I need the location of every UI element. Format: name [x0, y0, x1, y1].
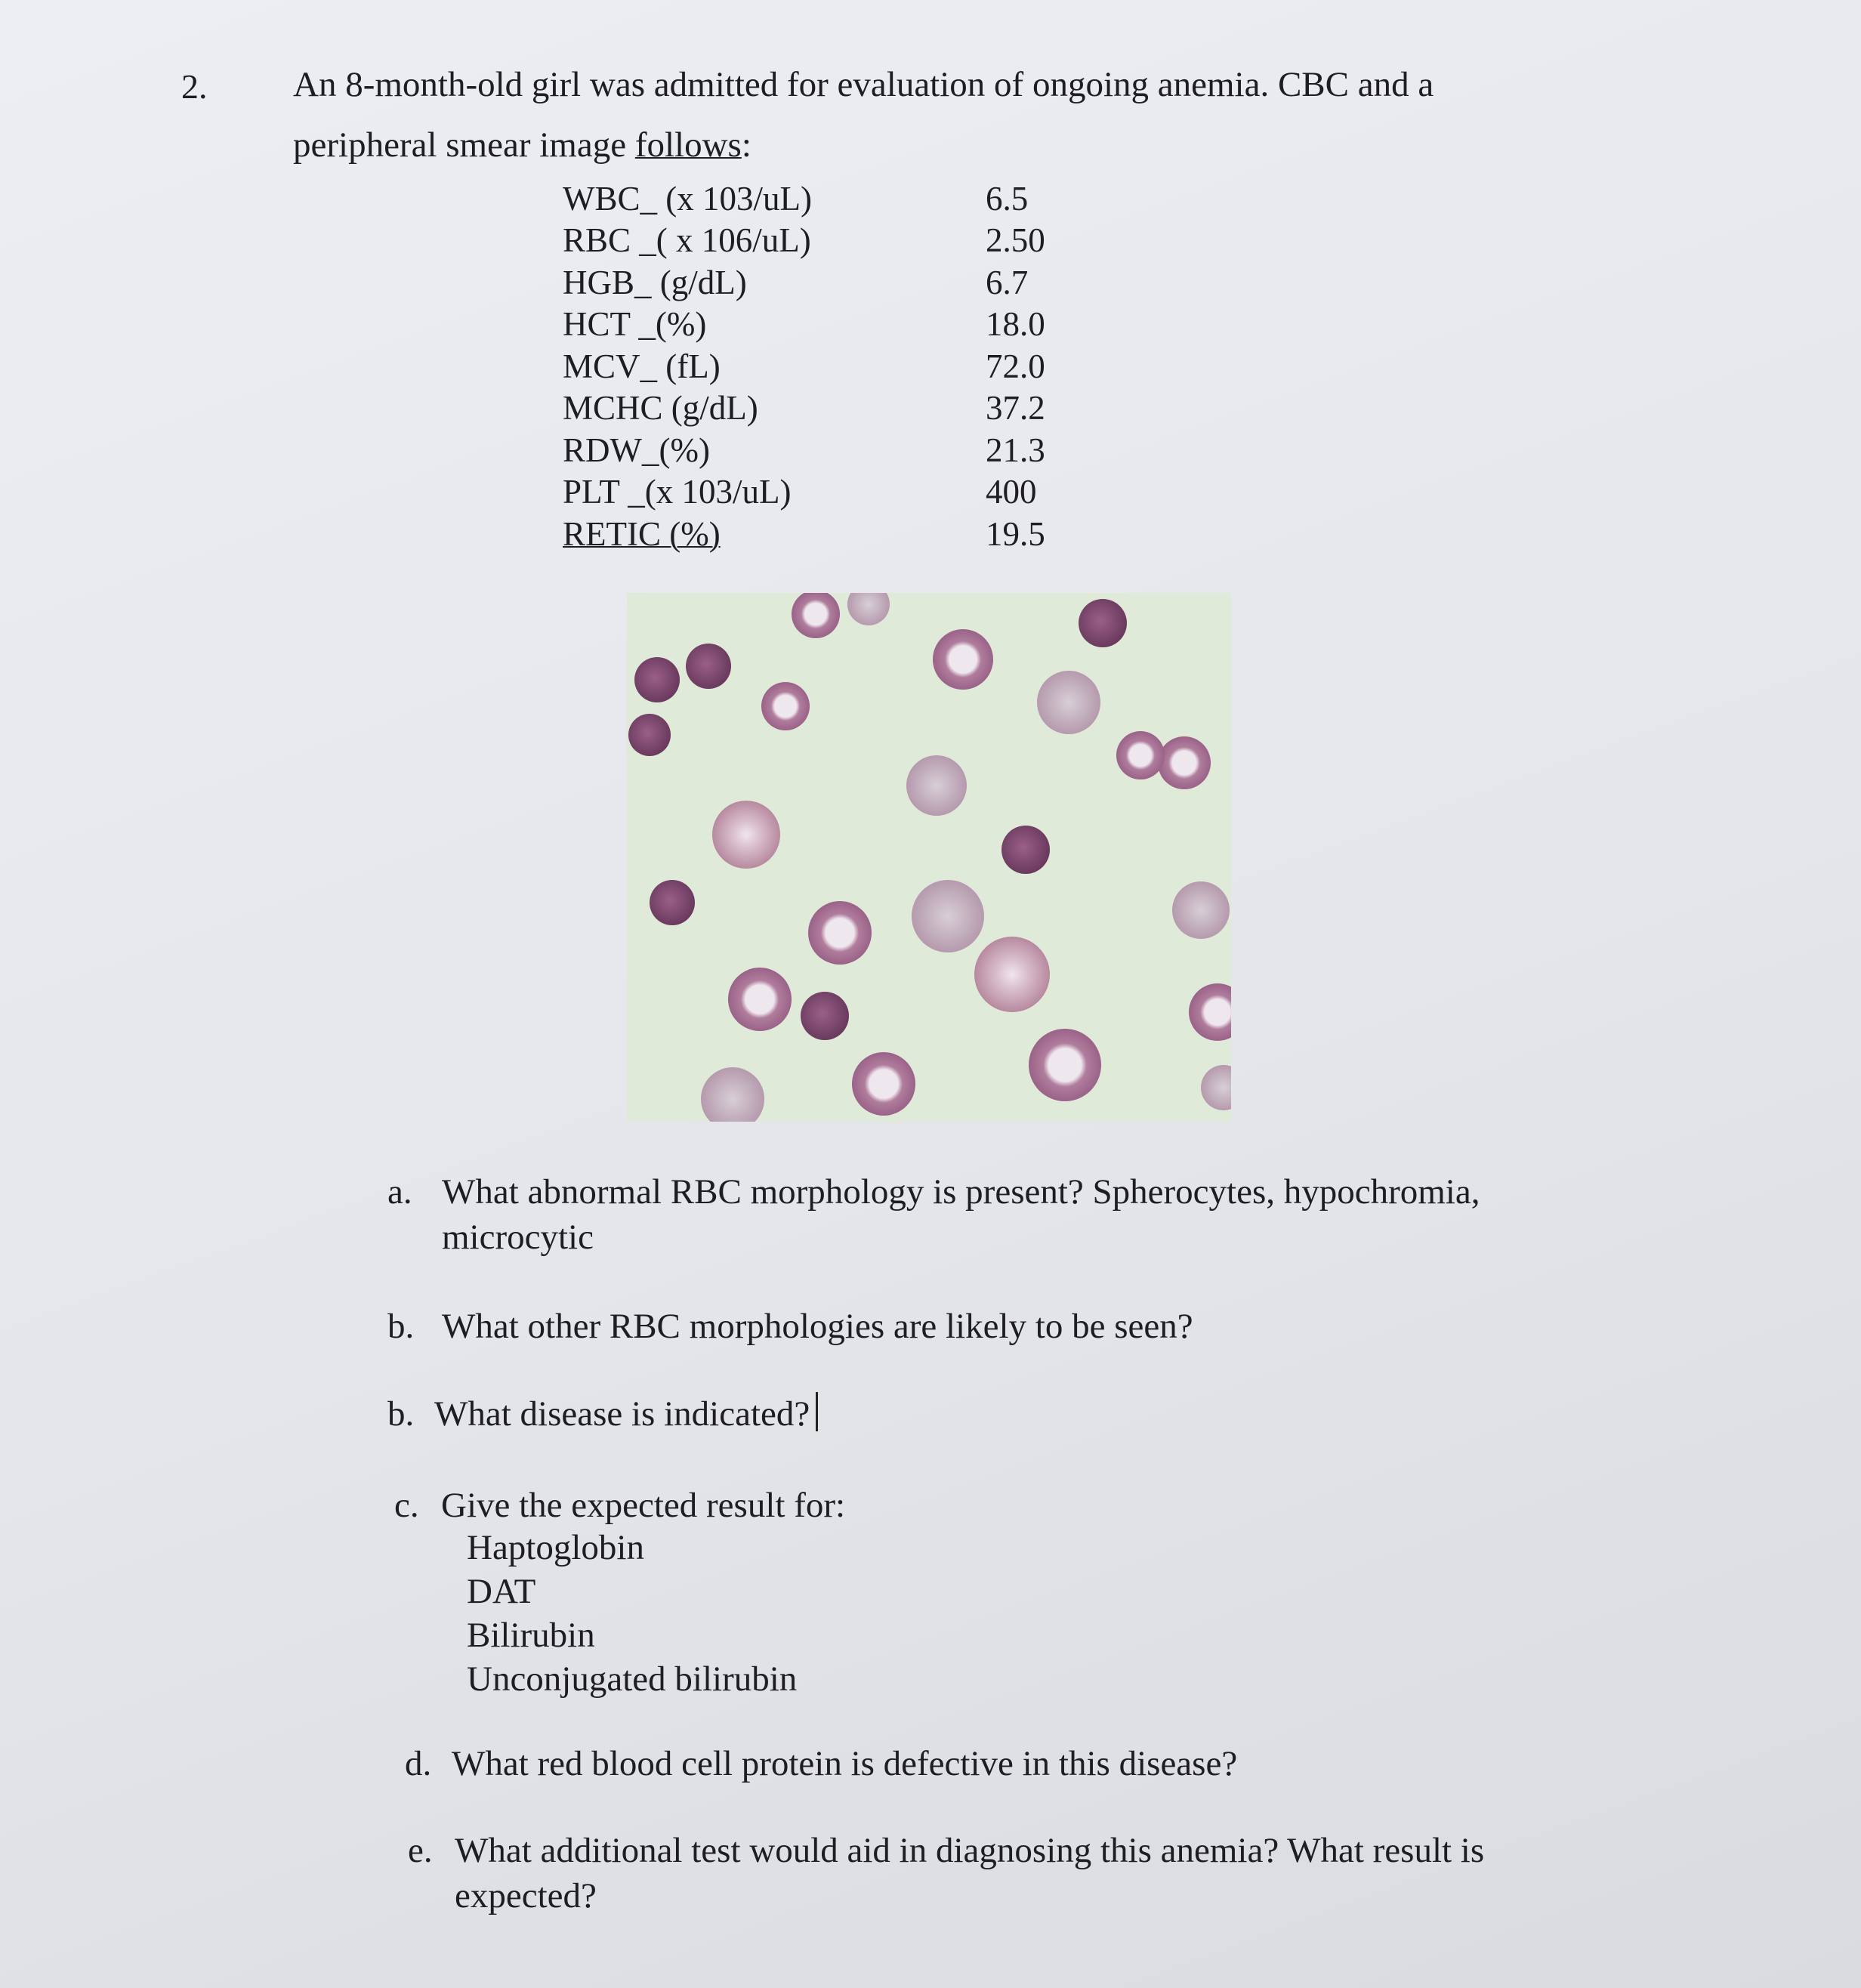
cbc-table — [563, 178, 1076, 555]
part-b1-text: What other RBC morphologies are likely to be seen? — [442, 1307, 1193, 1346]
cbc-value: 72.0 — [986, 347, 1045, 385]
part-e-letter: e. — [408, 1831, 433, 1870]
red-blood-cell — [1029, 1029, 1101, 1101]
cbc-row-wbc — [563, 178, 1076, 220]
red-blood-cell — [712, 801, 780, 869]
part-e — [408, 1828, 1484, 1919]
red-blood-cell — [1116, 731, 1165, 779]
red-blood-cell — [912, 880, 984, 952]
red-blood-cell — [852, 1052, 915, 1116]
part-a-text: What abnormal RBC morphology is present? Spherocytes, hypochromia, — [442, 1172, 1480, 1212]
part-a — [387, 1169, 1480, 1260]
cbc-row-mcv — [563, 345, 1076, 387]
cbc-label: RBC _( x 106/uL) — [563, 221, 811, 260]
cbc-row-hgb — [563, 261, 1076, 304]
part-d-text: What red blood cell protein is defective in this disease? — [452, 1744, 1238, 1783]
part-e-text-line-2: expected? — [455, 1876, 597, 1915]
intro-line-1: An 8-month-old girl was admitted for evaluation of ongoing anemia. CBC and a — [293, 65, 1434, 104]
cbc-row-plt — [563, 471, 1076, 514]
spherocyte-cell — [1001, 826, 1050, 874]
spherocyte-cell — [650, 880, 695, 925]
part-b2-text: What disease is indicated? — [434, 1394, 810, 1434]
red-blood-cell — [906, 755, 967, 816]
cbc-value: 6.5 — [986, 179, 1029, 218]
cbc-value: 37.2 — [986, 389, 1045, 428]
red-blood-cell — [808, 901, 872, 965]
part-b2-letter: b. — [387, 1394, 415, 1434]
cbc-row-rbc — [563, 220, 1076, 262]
cbc-label: MCV_ (fL) — [563, 347, 721, 385]
text-cursor[interactable] — [816, 1392, 818, 1431]
red-blood-cell — [1172, 881, 1230, 939]
cbc-label: WBC_ (x 103/uL) — [563, 179, 812, 218]
red-blood-cell — [761, 682, 810, 730]
part-d-letter: d. — [405, 1744, 432, 1783]
part-a-letter: a. — [387, 1172, 412, 1212]
question-intro — [293, 54, 1532, 175]
part-c — [394, 1483, 845, 1528]
spherocyte-cell — [1079, 599, 1127, 647]
cbc-label: RDW_(%) — [563, 431, 710, 469]
spherocyte-cell — [686, 644, 731, 689]
cbc-row-retic — [563, 513, 1076, 555]
part-c-text: Give the expected result for: — [441, 1486, 846, 1525]
red-blood-cell — [728, 968, 792, 1031]
cbc-value: 18.0 — [986, 305, 1045, 344]
peripheral-smear-image — [627, 593, 1231, 1122]
follows-link: follows — [634, 125, 742, 165]
cbc-row-hct — [563, 304, 1076, 346]
question-number: 2. — [181, 67, 208, 106]
red-blood-cell — [974, 937, 1050, 1012]
part-c-items — [467, 1526, 797, 1701]
red-blood-cell — [933, 629, 993, 690]
cbc-label: PLT _(x 103/uL) — [563, 473, 792, 511]
cbc-value: 21.3 — [986, 431, 1045, 469]
part-b1 — [387, 1304, 1193, 1349]
part-e-text: What additional test would aid in diagnosing this anemia? What result is — [455, 1831, 1485, 1870]
intro-line-2: peripheral smear image follows: — [293, 125, 751, 165]
cbc-row-rdw — [563, 429, 1076, 471]
cbc-label: MCHC (g/dL) — [563, 389, 758, 428]
part-d — [405, 1741, 1237, 1786]
red-blood-cell — [1037, 671, 1100, 734]
spherocyte-cell — [628, 714, 671, 756]
spherocyte-cell — [634, 657, 680, 702]
cbc-label: HCT _(%) — [563, 305, 707, 344]
cbc-value: 400 — [986, 473, 1037, 511]
list-item: DAT — [467, 1572, 536, 1611]
cbc-value: 6.7 — [986, 263, 1029, 301]
list-item: Unconjugated bilirubin — [467, 1659, 798, 1699]
cbc-label: RETIC (%) — [563, 514, 721, 553]
list-item: Bilirubin — [467, 1616, 595, 1655]
cbc-value: 2.50 — [986, 221, 1045, 260]
spherocyte-cell — [801, 992, 849, 1040]
cbc-value: 19.5 — [986, 514, 1045, 553]
cbc-label: HGB_ (g/dL) — [563, 263, 747, 301]
list-item: Haptoglobin — [467, 1528, 644, 1567]
part-b2 — [387, 1391, 818, 1437]
part-b1-letter: b. — [387, 1307, 415, 1346]
part-c-letter: c. — [394, 1486, 419, 1525]
cbc-row-mchc — [563, 387, 1076, 430]
red-blood-cell — [1158, 736, 1211, 789]
part-a-text-line-2: microcytic — [442, 1218, 594, 1257]
